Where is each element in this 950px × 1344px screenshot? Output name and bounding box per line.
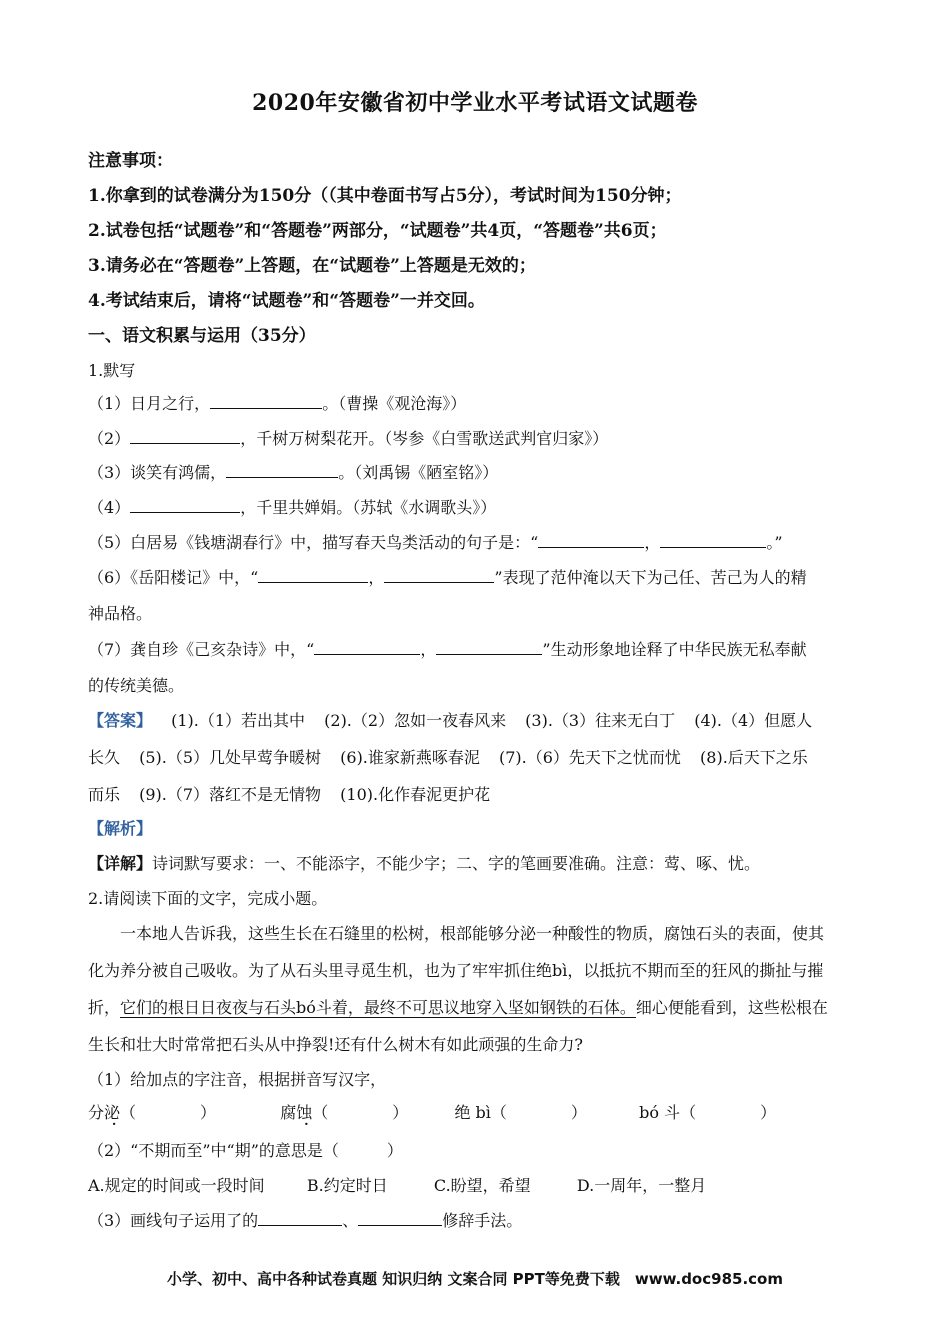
passage-line-2: 化为养分被自己吸收。为了从石头里寻觅生机，也为了牢牢抓住绝bì，以抵抗不期而至的狂风的撕扯与摧: [88, 961, 824, 980]
dotted-char: 泌: [104, 1103, 121, 1122]
dictation-item-6: [88, 565, 807, 588]
section-heading: 一、语文积累与运用（35分）: [88, 326, 316, 346]
answer-item: (7).（6）先天下之忧而忧: [499, 748, 681, 767]
text: ”表现了范仲淹以天下为己任、苦己为人的精: [494, 568, 807, 587]
dictation-item-7: [88, 637, 807, 660]
dictation-item-5: [88, 530, 783, 553]
sub-question-2-stem: （2）“不期而至”中“期”的意思是（ ）: [88, 1141, 403, 1160]
text: ”生动形象地诠释了中华民族无私奉献: [542, 640, 807, 659]
passage-line-1: 一本地人告诉我，这些生长在石缝里的松树，根部能够分泌一种酸性的物质，腐蚀石头的表面，使其: [120, 924, 825, 943]
answer-item: (9).（7）落红不是无情物: [139, 785, 322, 804]
answer-blank[interactable]: [436, 637, 542, 655]
text: （3）画线句子运用了的: [88, 1211, 259, 1230]
answer-item: (1).（1）若出其中: [171, 711, 306, 730]
dictation-item-3: [88, 460, 498, 483]
answer-blank[interactable]: [258, 1208, 342, 1226]
text: 、: [342, 1211, 359, 1230]
notice-item-3: 3.请务必在“答题卷”上答题，在“试题卷”上答题是无效的；: [88, 256, 536, 276]
detail-line: [88, 851, 760, 874]
answer-line-1: [88, 708, 812, 731]
phonetic-item-2: 腐蚀（ ）: [280, 1103, 409, 1122]
text: ，: [420, 640, 437, 659]
answer-blank[interactable]: （ ）: [490, 1103, 587, 1122]
text: ，: [644, 533, 661, 552]
text: 修辞手法。: [442, 1211, 523, 1230]
text: 。（曹操《观沧海》）: [322, 394, 467, 413]
dictation-item-4: [88, 495, 496, 518]
answer-item: (6).谁家新燕啄春泥: [340, 748, 480, 767]
answer-blank[interactable]: [258, 565, 368, 583]
answer-item: (4).（4）但愿人: [694, 711, 813, 730]
sub-question-1-stem: （1）给加点的字注音，根据拼音写汉字，: [88, 1070, 387, 1089]
text: ，千里共婵娟。（苏轼《水调歌头》）: [240, 498, 497, 517]
answer-blank[interactable]: [660, 530, 766, 548]
question-1-stem: 1.默写: [88, 361, 136, 380]
answer-blank[interactable]: [130, 426, 240, 444]
underlined-sentence: 它们的根日日夜夜与石头bó斗着，最终不可思议地穿入坚如钢铁的石体。: [120, 998, 636, 1017]
text: 。”: [766, 533, 783, 552]
answer-blank[interactable]: [314, 637, 420, 655]
answer-item: (8).后天下之乐: [700, 748, 808, 767]
answer-blank[interactable]: （ ）: [680, 1103, 777, 1122]
text: （5）白居易《钱塘湖春行》中，描写春天鸟类活动的句子是：“: [88, 533, 539, 552]
sub-question-1-items: [88, 1100, 776, 1123]
answer-item: (3).（3）往来无白丁: [525, 711, 676, 730]
answer-blank[interactable]: （ ）: [120, 1103, 217, 1122]
analysis-tag: 【解析】: [88, 819, 153, 838]
answer-tag: 【答案】: [88, 711, 153, 730]
answer-line-3: [88, 782, 490, 805]
footer-banner: 小学、初中、高中各种试卷真题 知识归纳 文案合同 PPT等免费下载 www.doc985.com: [167, 1270, 783, 1288]
text: （4）: [88, 498, 131, 517]
answer-blank[interactable]: [210, 391, 322, 409]
answer-item: (5).（5）几处早莺争暖树: [139, 748, 322, 767]
text: ，千树万树梨花开。（岑参《白雪歌送武判官归家》）: [240, 429, 609, 448]
text: 折，: [88, 998, 121, 1017]
passage-line-4: 生长和壮大时常常把石头从中挣裂!还有什么树木有如此顽强的生命力?: [88, 1035, 584, 1054]
answer-item: (10).化作春泥更护花: [340, 785, 491, 804]
text: （1）日月之行，: [88, 394, 211, 413]
text: ，: [368, 568, 385, 587]
answer-item: (2).（2）忽如一夜春风来: [324, 711, 507, 730]
phonetic-item-4: bó 斗（ ）: [639, 1103, 777, 1122]
notice-item-1: 1.你拿到的试卷满分为150分（（其中卷面书写占5分），考试时间为150分钟；: [88, 186, 682, 206]
text: （7）龚自珍《己亥杂诗》中，“: [88, 640, 315, 659]
option-a[interactable]: A.规定的时间或一段时间: [88, 1176, 265, 1195]
text: （2）: [88, 429, 131, 448]
phonetic-item-3: 绝 bì（ ）: [454, 1103, 587, 1122]
text: 细心便能看到，这些松根在: [635, 998, 828, 1017]
detail-text: 诗词默写要求：一、不能添字，不能少字；二、字的笔画要准确。注意：莺、啄、忧。: [152, 854, 761, 873]
answer-blank[interactable]: （ ）: [312, 1103, 409, 1122]
answer-blank[interactable]: [538, 530, 644, 548]
passage-line-3: [88, 995, 828, 1018]
option-b[interactable]: B.约定时日: [306, 1176, 388, 1195]
option-d[interactable]: D.一周年，一整月: [576, 1176, 707, 1195]
notice-item-4: 4.考试结束后，请将“试题卷”和“答题卷”一并交回。: [88, 291, 485, 311]
answer-blank[interactable]: [358, 1208, 442, 1226]
text: （6）《岳阳楼记》中，“: [88, 568, 259, 587]
dictation-item-7-cont: 的传统美德。: [88, 676, 185, 695]
page-title: 2020年安徽省初中学业水平考试语文试题卷: [252, 90, 698, 116]
dictation-item-2: [88, 426, 608, 449]
text: （3）谈笑有鸿儒，: [88, 463, 227, 482]
dotted-char: 蚀: [296, 1103, 313, 1122]
answer-item: 长久: [88, 748, 121, 767]
answer-blank[interactable]: [130, 495, 240, 513]
notice-item-2: 2.试卷包括“试题卷”和“答题卷”两部分，“试题卷”共4页，“答题卷”共6页；: [88, 221, 667, 241]
answer-blank[interactable]: [384, 565, 494, 583]
option-c[interactable]: C.盼望，希望: [433, 1176, 531, 1195]
dictation-item-6-cont: 神品格。: [88, 604, 153, 623]
answer-item: 而乐: [88, 785, 121, 804]
notice-heading: 注意事项：: [88, 151, 173, 171]
answer-line-2: [88, 745, 808, 768]
phonetic-item-1: 分泌（ ）: [88, 1103, 217, 1122]
answer-blank[interactable]: [226, 460, 338, 478]
dictation-item-1: [88, 391, 466, 414]
text: 。（刘禹锡《陋室铭》）: [338, 463, 499, 482]
sub-question-2-options: [88, 1173, 706, 1196]
detail-tag: 【详解】: [88, 854, 153, 873]
question-2-stem: 2.请阅读下面的文字，完成小题。: [88, 889, 328, 908]
sub-question-3: [88, 1208, 522, 1231]
